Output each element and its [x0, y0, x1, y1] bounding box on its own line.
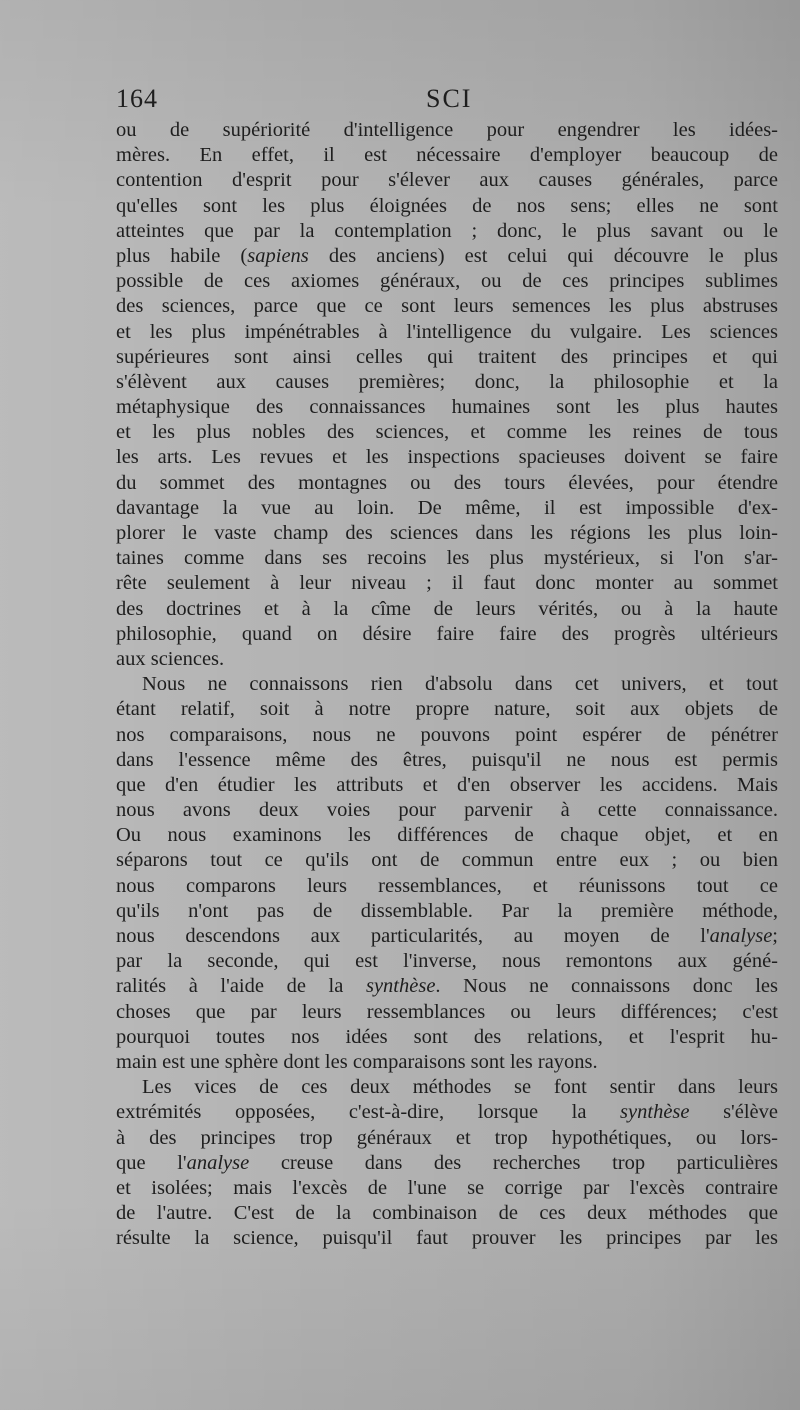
running-head: SCI — [426, 84, 473, 113]
text-line: davantage la vue au loin. De même, il est impossible d'ex- — [116, 496, 778, 519]
text-line: et les plus nobles des sciences, et comme les reines de tous — [116, 421, 778, 444]
text-line: résulte la science, puisqu'il faut prouver les principes par les — [116, 1227, 778, 1250]
text-line: qu'elles sont les plus éloignées de nos sens; elles ne sont — [116, 194, 778, 217]
text-line: du sommet des montagnes ou des tours élevées, pour étendre — [116, 471, 778, 494]
text-line: à des principes trop généraux et trop hypothétiques, ou lors- — [116, 1126, 778, 1149]
paragraph-start-line: Les vices de ces deux méthodes se font sentir dans leurs — [142, 1076, 778, 1099]
text-line: ou de supériorité d'intelligence pour engendrer les idées- — [116, 119, 778, 141]
text-line: des doctrines et à la cîme de leurs vérités, ou à la haute — [116, 597, 778, 620]
text-line: aux sciences. — [116, 647, 225, 670]
text-line: étant relatif, soit à notre propre nature, soit aux objets de — [116, 698, 778, 721]
text-line: dans l'essence même des êtres, puisqu'il ne nous est permis — [116, 748, 778, 771]
text-line: philosophie, quand on désire faire faire des progrès ultérieurs — [116, 622, 778, 645]
text-line: par la seconde, qui est l'inverse, nous remontons aux géné- — [116, 950, 778, 973]
text-line: séparons tout ce qu'ils ont de commun entre eux ; ou bien — [116, 849, 778, 872]
text-line: choses que par leurs ressemblances ou leurs différences; c'est — [116, 1000, 778, 1023]
text-line: contention d'esprit pour s'élever aux causes générales, parce — [116, 169, 778, 192]
text-line: nos comparaisons, nous ne pouvons point espérer de pénétrer — [116, 723, 778, 746]
text-line: nous avons deux voies pour parvenir à cette connaissance. — [116, 799, 778, 822]
text-line: ralités à l'aide de la synthèse. Nous ne connaissons donc les — [116, 975, 778, 998]
text-line: nous descendons aux particularités, au moyen de l'analyse; — [116, 925, 778, 947]
text-line: extrémités opposées, c'est-à-dire, lorsque la synthèse s'élève — [116, 1101, 778, 1124]
body-text — [116, 118, 778, 1251]
text-line: plorer le vaste champ des sciences dans les régions les plus loin- — [116, 522, 778, 544]
text-line: pourquoi toutes nos idées sont des relations, et l'esprit hu- — [116, 1025, 778, 1048]
text-line: métaphysique des connaissances humaines sont les plus hautes — [116, 396, 778, 419]
text-line: et les plus impénétrables à l'intelligence du vulgaire. Les sciences — [116, 320, 778, 343]
text-line: possible de ces axiomes généraux, ou de ces principes sublimes — [116, 270, 778, 293]
page-number: 164 — [116, 84, 158, 113]
text-line: et isolées; mais l'excès de l'une se corrige par l'excès contraire — [116, 1176, 778, 1199]
text-line: rête seulement à leur niveau ; il faut donc monter au sommet — [116, 572, 778, 595]
text-line: taines comme dans ses recoins les plus mystérieux, si l'on s'ar- — [116, 547, 778, 570]
text-line: des sciences, parce que ce sont leurs semences les plus abstruses — [116, 295, 778, 318]
text-line: supérieures sont ainsi celles qui traitent des principes et qui — [116, 345, 778, 368]
page-header — [116, 84, 760, 120]
text-line: plus habile (sapiens des anciens) est celui qui découvre le plus — [116, 244, 778, 267]
text-line: qu'ils n'ont pas de dissemblable. Par la première méthode, — [116, 899, 778, 922]
text-line: nous comparons leurs ressemblances, et réunissons tout ce — [116, 874, 778, 897]
text-line: Ou nous examinons les différences de chaque objet, et en — [116, 824, 778, 847]
text-line: main est une sphère dont les comparaisons sont les rayons. — [116, 1050, 598, 1073]
text-line: s'élèvent aux causes premières; donc, la philosophie et la — [116, 370, 778, 393]
text-line: que d'en étudier les attributs et d'en observer les accidens. Mais — [116, 773, 778, 796]
text-line: les arts. Les revues et les inspections spacieuses doivent se faire — [116, 446, 778, 469]
text-line: mères. En effet, il est nécessaire d'employer beaucoup de — [116, 144, 778, 167]
text-line: de l'autre. C'est de la combinaison de ces deux méthodes que — [116, 1202, 778, 1225]
paragraph-start-line: Nous ne connaissons rien d'absolu dans cet univers, et tout — [142, 673, 778, 696]
text-line: que l'analyse creuse dans des recherches trop particulières — [116, 1151, 778, 1174]
text-line: atteintes que par la contemplation ; donc, le plus savant ou le — [116, 219, 778, 242]
